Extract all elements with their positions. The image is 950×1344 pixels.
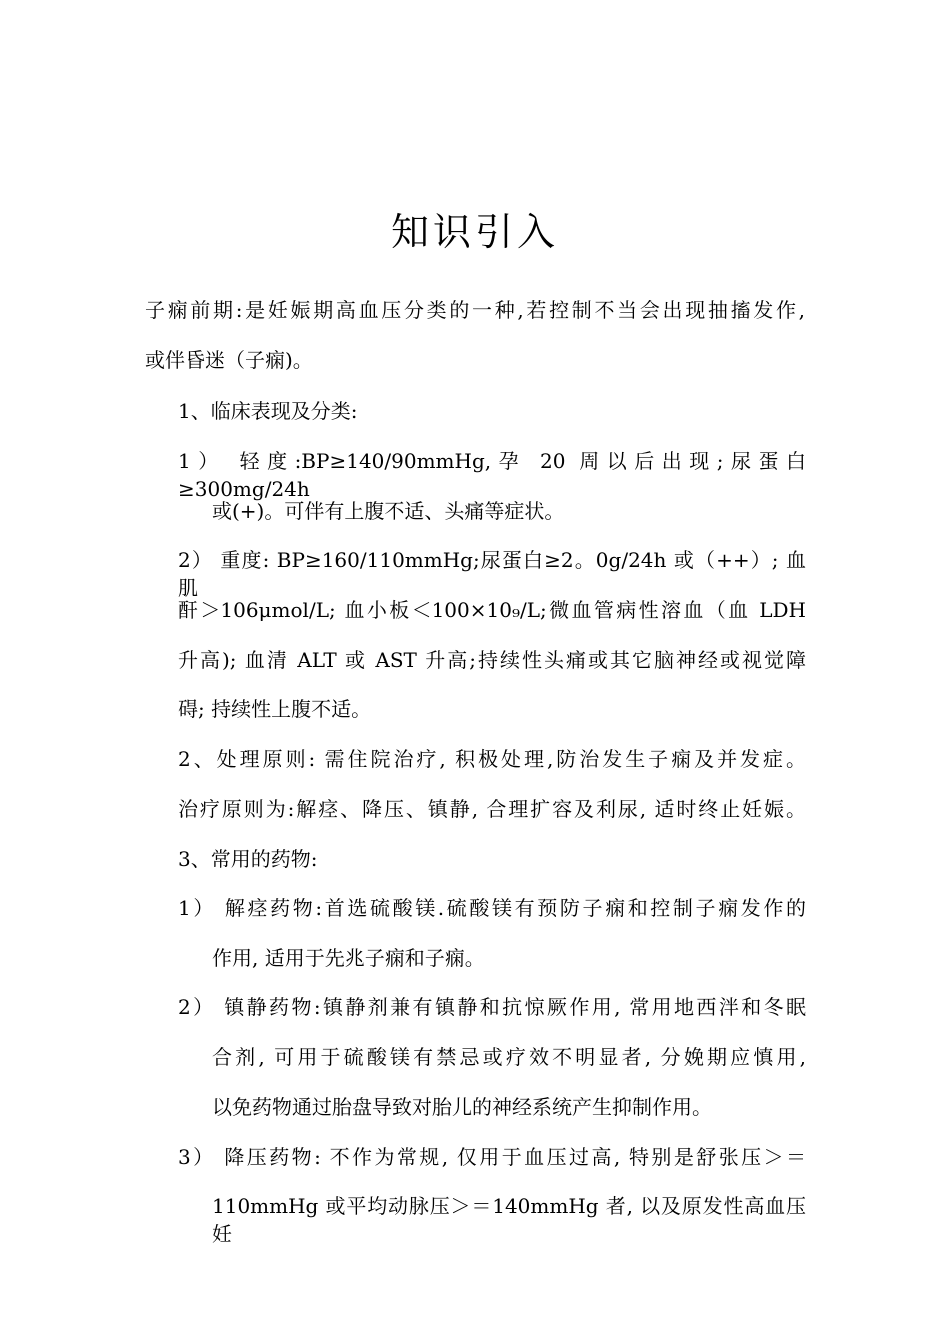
list-item-line: 2） 镇静药物:镇静剂兼有镇静和抗惊厥作用, 常用地西泮和冬眠 <box>178 995 806 1019</box>
list-item-line: 合剂, 可用于硫酸镁有禁忌或疗效不明显者, 分娩期应慎用, <box>212 1045 806 1069</box>
list-item-line: 酐＞106μmol/L; 血小板＜100×10₉/L;微血管病性溶血（血 LDH <box>178 598 806 622</box>
list-item-line: 2） 重度: BP≥160/110mmHg;尿蛋白≥2。0g/24h 或（++）; 血肌 <box>178 548 806 600</box>
list-item-line: 1） 轻度:BP≥140/90mmHg,孕 20 周以后出现;尿蛋白≥300mg/24h <box>178 449 806 501</box>
section-heading: 3、常用的药物: <box>178 847 318 871</box>
list-item-line: 以免药物通过胎盘导致对胎儿的神经系统产生抑制作用。 <box>212 1095 712 1119</box>
paragraph-line: 或伴昏迷（子痫)。 <box>145 348 313 372</box>
paragraph-line: 治疗原则为:解痉、降压、镇静, 合理扩容及利尿, 适时终止妊娠。 <box>178 797 806 821</box>
list-item-line: 或(+)。可伴有上腹不适、头痛等症状。 <box>212 499 565 523</box>
list-item-line: 3） 降压药物: 不作为常规, 仅用于血压过高, 特别是舒张压＞＝ <box>178 1145 806 1169</box>
section-heading: 1、临床表现及分类: <box>178 399 358 423</box>
page-title: 知识引入 <box>390 210 559 254</box>
paragraph-line: 子痫前期:是妊娠期高血压分类的一种,若控制不当会出现抽搐发作, <box>145 298 805 322</box>
section-heading: 2、处理原则: 需住院治疗, 积极处理,防治发生子痫及并发症。 <box>178 747 806 771</box>
list-item-line: 110mmHg 或平均动脉压＞＝140mmHg 者, 以及原发性高血压妊 <box>212 1194 806 1246</box>
list-item-line: 1） 解痉药物:首选硫酸镁.硫酸镁有预防子痫和控制子痫发作的 <box>178 896 806 920</box>
list-item-line: 升高); 血清 ALT 或 AST 升高;持续性头痛或其它脑神经或视觉障 <box>178 648 806 672</box>
list-item-line: 作用, 适用于先兆子痫和子痫。 <box>212 946 485 970</box>
list-item-line: 碍; 持续性上腹不适。 <box>178 697 372 721</box>
